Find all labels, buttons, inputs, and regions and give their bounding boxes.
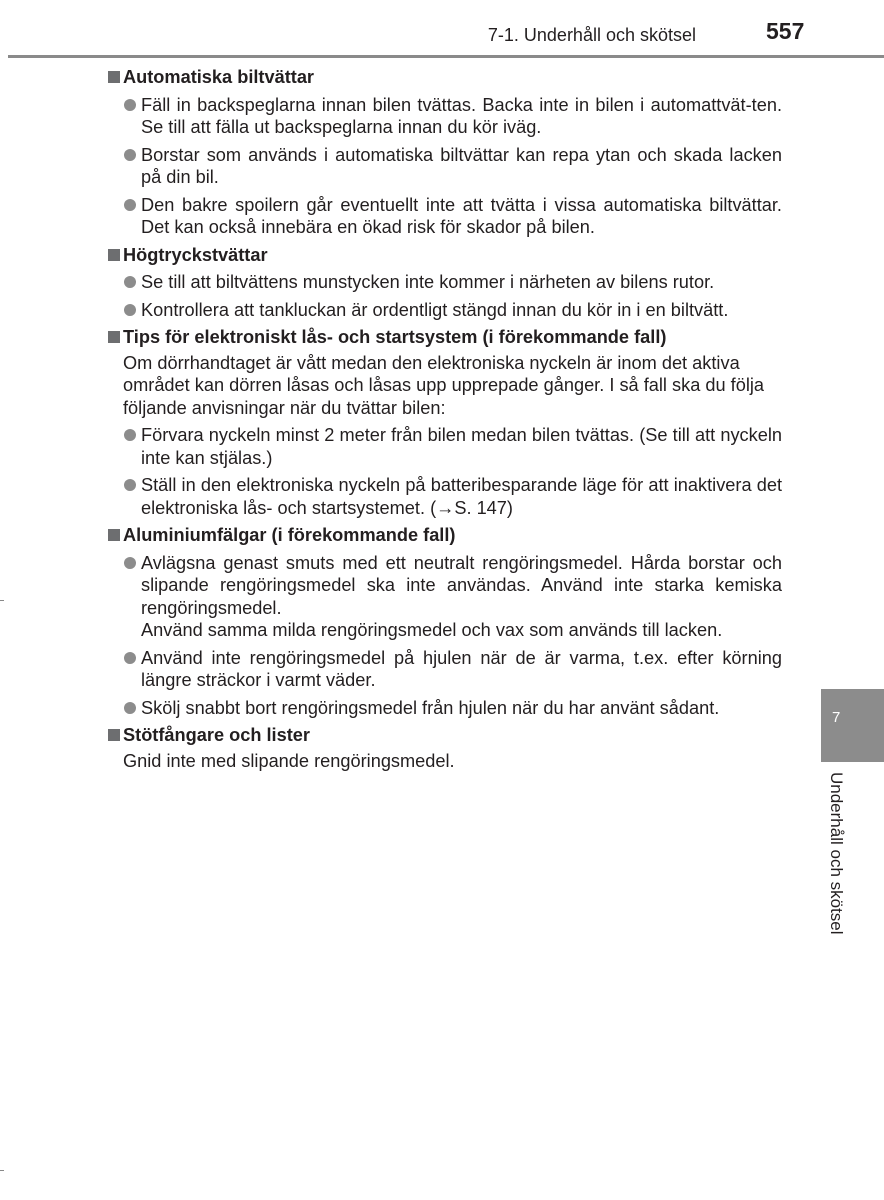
square-bullet-icon bbox=[108, 249, 120, 261]
chapter-tab bbox=[821, 689, 884, 762]
round-bullet-icon bbox=[124, 199, 136, 211]
round-bullet-icon bbox=[124, 99, 136, 111]
list-item: Avlägsna genast smuts med ett neutralt rengöringsmedel. Hårda borstar och slipande rengöringsmedel ska inte användas. Använd inte starka kemiska rengöringsmedel. Använd samma milda rengöringsmedel och vax som används till lacken. bbox=[107, 552, 782, 642]
section-intro: Gnid inte med slipande rengöringsmedel. bbox=[123, 750, 455, 771]
list-item: Den bakre spoilern går eventuellt inte att tvätta i vissa automatiska biltvättar. Det kan också innebära en ökad risk för skador på bilen. bbox=[107, 194, 782, 239]
page-number: 557 bbox=[766, 18, 805, 44]
list-item: Kontrollera att tankluckan är ordentligt stängd innan du kör in i en biltvätt. bbox=[107, 299, 782, 322]
chapter-label: Underhåll och skötsel bbox=[827, 772, 846, 935]
round-bullet-icon bbox=[124, 479, 136, 491]
square-bullet-icon bbox=[108, 71, 120, 83]
list-item: Använd inte rengöringsmedel på hjulen när de är varma, t.ex. efter körning längre sträckor i varmt väder. bbox=[107, 647, 782, 692]
list-item: Fäll in backspeglarna innan bilen tvättas. Backa inte in bilen i automattvät-ten. Se till att fälla ut backspeglarna innan du kör iväg. bbox=[107, 94, 782, 139]
square-bullet-icon bbox=[108, 529, 120, 541]
crop-mark bbox=[0, 1170, 4, 1171]
list-item: Borstar som används i automatiska biltvättar kan repa ytan och skada lacken på din bil. bbox=[107, 144, 782, 189]
section-title: 7-1. Underhåll och skötsel bbox=[487, 25, 696, 45]
section-intro: Om dörrhandtaget är vått medan den elektroniska nyckeln är inom det aktiva området kan dörren låsas och låsas upp upprepade gånger. I så fall ska du följa följande anvisningar när du tvättar bilen: bbox=[123, 352, 765, 418]
page-header bbox=[0, 0, 884, 60]
round-bullet-icon bbox=[124, 149, 136, 161]
round-bullet-icon bbox=[124, 652, 136, 664]
square-bullet-icon bbox=[108, 331, 120, 343]
round-bullet-icon bbox=[124, 702, 136, 714]
list-item: Ställ in den elektroniska nyckeln på batteribesparande läge för att inaktivera det elektroniska lås- och startsystemet. (→S. 147) bbox=[107, 474, 782, 519]
square-bullet-icon bbox=[108, 729, 120, 741]
round-bullet-icon bbox=[124, 429, 136, 441]
list-item: Skölj snabbt bort rengöringsmedel från hjulen när du har använt sådant. bbox=[107, 697, 782, 720]
round-bullet-icon bbox=[124, 276, 136, 288]
section-heading: Stötfångare och lister bbox=[107, 724, 782, 747]
header-rule bbox=[8, 55, 884, 58]
section-heading: Automatiska biltvättar bbox=[107, 66, 782, 89]
chapter-number: 7 bbox=[832, 709, 841, 726]
section-heading: Tips för elektroniskt lås- och startsystem (i förekommande fall) bbox=[107, 326, 782, 349]
list-item: Förvara nyckeln minst 2 meter från bilen medan bilen tvättas. (Se till att nyckeln inte kan stjälas.) bbox=[107, 424, 782, 469]
section-heading: Aluminiumfälgar (i förekommande fall) bbox=[107, 524, 782, 547]
crop-mark bbox=[0, 600, 4, 601]
section-heading: Högtryckstvättar bbox=[107, 244, 782, 267]
list-item: Se till att biltvättens munstycken inte kommer i närheten av bilens rutor. bbox=[107, 271, 782, 294]
round-bullet-icon bbox=[124, 304, 136, 316]
page-content bbox=[107, 66, 782, 772]
round-bullet-icon bbox=[124, 557, 136, 569]
